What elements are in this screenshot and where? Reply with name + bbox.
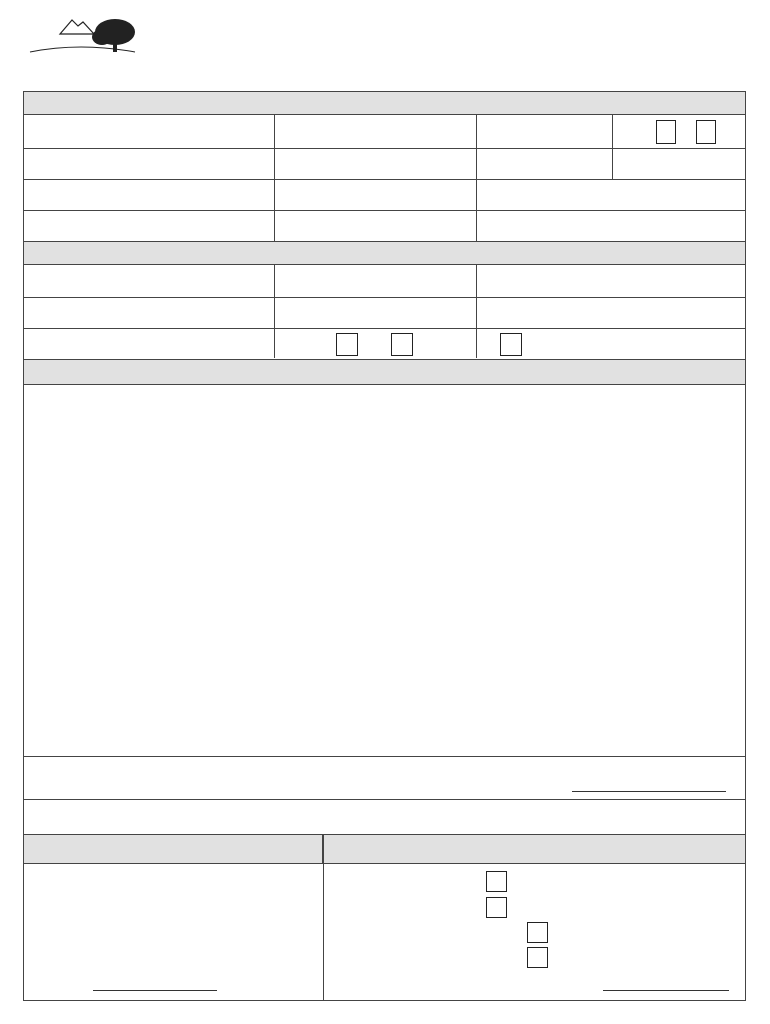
nonprofit-no-checkbox[interactable] [391,333,413,356]
use-details-header [323,834,746,864]
food-checkbox[interactable] [486,897,507,918]
attendees-input-line[interactable] [603,990,729,991]
doc-provided-checkbox[interactable] [500,333,522,356]
vendor-present-checkbox[interactable] [486,871,507,892]
applicant-section-header [23,91,746,115]
gender-male-checkbox[interactable] [656,120,676,144]
served-checkbox[interactable] [527,922,548,943]
brentwood-logo [20,12,138,90]
amenities-section-header [23,359,746,385]
form-border [23,91,746,1001]
sold-checkbox[interactable] [527,947,548,968]
gender-female-checkbox[interactable] [696,120,716,144]
use-type-header [23,834,323,864]
other-input-line[interactable] [93,990,217,991]
business-section-header [23,241,746,265]
mdy-input-line[interactable] [572,791,726,792]
nonprofit-yes-checkbox[interactable] [336,333,358,356]
